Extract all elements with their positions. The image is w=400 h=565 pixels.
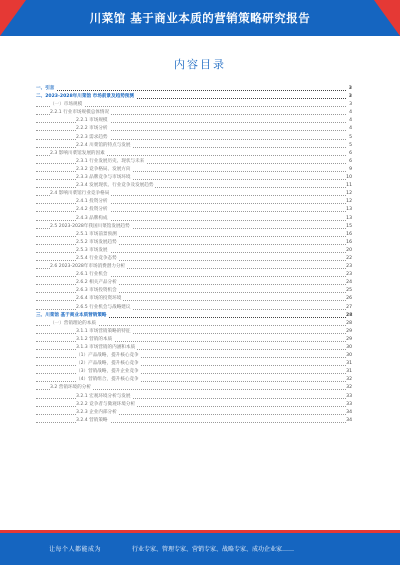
toc-heading: 内容目录 <box>174 58 226 71</box>
toc-entry-page-number: 32 <box>346 384 352 392</box>
toc-entry-title: （1）产品战略，提升核心竞争 <box>76 352 141 360</box>
toc-entry-page-number: 10 <box>346 174 352 182</box>
toc-entry-title: 2.3.3 品牌竞争与市场环境 <box>76 174 133 182</box>
toc-entry-title: 3.2.2 竞争者与微观环境分析 <box>76 401 137 409</box>
toc-entry-title: 2.3 影响川菜馆发展的因素 <box>50 150 107 158</box>
toc-entry-page-number: 30 <box>346 352 352 360</box>
toc-entry[interactable] <box>36 134 352 142</box>
toc-entry-title: 二、2023-2028年川菜馆 市场前景及趋势预测 <box>36 93 136 101</box>
toc-entry[interactable] <box>36 198 352 206</box>
toc-entry-page-number: 31 <box>346 368 352 376</box>
toc-entry[interactable] <box>36 166 352 174</box>
toc-entry-page-number: 34 <box>346 409 352 417</box>
toc-entry-title: （2）产品战略，提升核心竞争 <box>76 360 141 368</box>
page-header <box>0 0 400 36</box>
toc-entry[interactable] <box>36 142 352 150</box>
toc-entry-page-number: 4 <box>346 117 352 125</box>
toc-entry-page-number: 11 <box>346 182 352 190</box>
toc-entry-page-number: 3 <box>346 93 352 101</box>
toc-entry-page-number: 33 <box>346 393 352 401</box>
toc-entry[interactable] <box>36 158 352 166</box>
toc-entry-page-number: 25 <box>346 287 352 295</box>
toc-entry-page-number: 16 <box>346 239 352 247</box>
toc-entry-title: 2.6 2023-2028年市场消费潜力分析 <box>50 263 127 271</box>
toc-entry-title: 2.6.1 行业机会 <box>76 271 110 279</box>
toc-entry-title: 2.4.2 投资分析 <box>76 206 110 214</box>
toc-entry-page-number: 29 <box>346 328 352 336</box>
toc-entry-page-number: 24 <box>346 279 352 287</box>
toc-entry-page-number: 3 <box>346 101 352 109</box>
toc-entry-title: 2.3.4 发展现状、行业竞争及发展趋势 <box>76 182 155 190</box>
toc-entry[interactable] <box>36 93 352 101</box>
toc-entry-page-number: 5 <box>346 134 352 142</box>
toc-entry-title: （一）市场规模 <box>50 101 84 109</box>
toc-entry[interactable] <box>36 150 352 158</box>
toc-entry[interactable] <box>36 271 352 279</box>
toc-entry[interactable] <box>36 376 352 384</box>
toc-entry[interactable] <box>36 174 352 182</box>
toc-entry[interactable] <box>36 109 352 117</box>
toc-entry-title: 2.4.1 投资分析 <box>76 198 110 206</box>
toc-entry-title: 3.2 营销环境的分析 <box>50 384 93 392</box>
toc-entry-page-number: 4 <box>346 109 352 117</box>
toc-entry-title: （3）营销战略，提升企业竞争 <box>76 368 141 376</box>
toc-entry-title: 2.2.3 需求趋势 <box>76 134 110 142</box>
toc-entry[interactable] <box>36 263 352 271</box>
toc-entry-title: 一、引言 <box>36 85 56 93</box>
toc-entry-title: 2.2.1 行业市场规模总体情况 <box>50 109 111 117</box>
toc-entry-page-number: 16 <box>346 231 352 239</box>
footer-accent-bar <box>0 530 400 533</box>
toc-entry-title: 2.2.2 市场分析 <box>76 125 110 133</box>
toc-entry-title: 2.6.2 相关产品分析 <box>76 279 119 287</box>
toc-entry-title: 3.1.1 市场营销策略的特征 <box>76 328 133 336</box>
toc-entry-title: 2.5 2023-2028年我国川菜馆发展趋势 <box>50 223 132 231</box>
toc-entry[interactable] <box>36 304 352 312</box>
toc-entry-title: 2.2.4 川菜馆的特点与发展 <box>76 142 133 150</box>
toc-entry-page-number: 26 <box>346 295 352 303</box>
toc-entry-page-number: 12 <box>346 198 352 206</box>
toc-entry-page-number: 30 <box>346 344 352 352</box>
footer-slogan-right: 行业专家、管理专家、营销专家、战略专家、成功企业家…… <box>132 546 295 553</box>
toc-entry[interactable] <box>36 239 352 247</box>
toc-entry-page-number: 3 <box>346 85 352 93</box>
toc-entry-title: 2.3.2 竞争格局、发展方向 <box>76 166 133 174</box>
toc-entry[interactable] <box>36 409 352 417</box>
toc-entry[interactable] <box>36 117 352 125</box>
toc-entry-page-number: 13 <box>346 206 352 214</box>
toc-entry[interactable] <box>36 101 352 109</box>
toc-entry-page-number: 6 <box>346 158 352 166</box>
toc-entry[interactable] <box>36 393 352 401</box>
toc-entry[interactable] <box>36 125 352 133</box>
toc-entry-title: 3.2.4 营销策略 <box>76 417 110 425</box>
toc-entry-page-number: 23 <box>346 271 352 279</box>
toc-entry-page-number: 15 <box>346 223 352 231</box>
toc-entry-title: 2.6.5 行业机会与战略建议 <box>76 304 133 312</box>
toc-entry-title: 3.1.2 营销的本质 <box>76 336 114 344</box>
toc-entry-page-number: 33 <box>346 401 352 409</box>
toc-entry[interactable] <box>36 85 352 93</box>
toc-entry[interactable] <box>36 215 352 223</box>
toc-entry-title: 2.4.3 品牌构成 <box>76 215 110 223</box>
toc-entry-title: 3.2.1 宏观环境分析与发展 <box>76 393 133 401</box>
toc-entry[interactable] <box>36 336 352 344</box>
toc-dot-leader <box>36 90 346 91</box>
toc-entry-page-number: 31 <box>346 360 352 368</box>
toc-entry-page-number: 9 <box>346 166 352 174</box>
footer-slogan-left: 让每个人都能成为 <box>49 546 102 553</box>
toc-entry-title: 三、川菜馆 基于商业本质营销策略 <box>36 312 109 320</box>
toc-entry[interactable] <box>36 255 352 263</box>
toc-entry-page-number: 12 <box>346 190 352 198</box>
toc-entry[interactable] <box>36 182 352 190</box>
toc-entry-page-number: 32 <box>346 376 352 384</box>
toc-entry[interactable] <box>36 287 352 295</box>
toc-entry-page-number: 6 <box>346 150 352 158</box>
toc-entry[interactable] <box>36 384 352 392</box>
toc-entry-title: （4）营销组合，提升核心竞争 <box>76 376 141 384</box>
toc-entry[interactable] <box>36 295 352 303</box>
toc-entry[interactable] <box>36 352 352 360</box>
toc-entry-page-number: 27 <box>346 304 352 312</box>
toc-entry-title: 2.6.3 市场投资机会 <box>76 287 119 295</box>
toc-entry-title: （一）营销理论的本质 <box>50 320 98 328</box>
toc-entry-title: 2.5.3 市场发展 <box>76 247 110 255</box>
toc-entry[interactable] <box>36 247 352 255</box>
toc-entry-title: 2.6.4 市场的投资环境 <box>76 295 123 303</box>
toc-entry-page-number: 4 <box>346 125 352 133</box>
toc-entry[interactable] <box>36 231 352 239</box>
table-of-contents <box>36 85 352 425</box>
page-footer <box>0 530 400 565</box>
toc-entry-page-number: 29 <box>346 336 352 344</box>
toc-entry-page-number: 28 <box>346 320 352 328</box>
toc-entry[interactable] <box>36 360 352 368</box>
toc-entry[interactable] <box>36 190 352 198</box>
toc-entry-page-number: 13 <box>346 215 352 223</box>
toc-entry-title: 2.4 影响川菜馆行业竞争格局 <box>50 190 111 198</box>
toc-entry-page-number: 23 <box>346 263 352 271</box>
toc-entry-title: 3.2.3 企业内部分析 <box>76 409 119 417</box>
toc-entry-page-number: 20 <box>346 247 352 255</box>
toc-entry[interactable] <box>36 223 352 231</box>
toc-entry[interactable] <box>36 328 352 336</box>
toc-entry[interactable] <box>36 206 352 214</box>
toc-entry[interactable] <box>36 312 352 320</box>
toc-entry[interactable] <box>36 279 352 287</box>
toc-entry[interactable] <box>36 401 352 409</box>
toc-entry-title: 2.5.2 市场发展趋势 <box>76 239 119 247</box>
toc-entry-title: 2.5.1 市场前景预测 <box>76 231 119 239</box>
toc-entry-page-number: 34 <box>346 417 352 425</box>
toc-entry-page-number: 28 <box>346 312 352 320</box>
report-title: 川菜馆 基于商业本质的营销策略研究报告 <box>89 11 311 25</box>
toc-entry-page-number: 5 <box>346 142 352 150</box>
toc-entry-page-number: 22 <box>346 255 352 263</box>
toc-entry-title: 2.2.1 市场规模 <box>76 117 110 125</box>
toc-entry[interactable] <box>36 320 352 328</box>
toc-entry-title: 2.5.4 行业竞争态势 <box>76 255 119 263</box>
toc-entry[interactable] <box>36 344 352 352</box>
toc-entry-title: 2.3.1 行业发展历史、现状与未来 <box>76 158 146 166</box>
toc-entry[interactable] <box>36 368 352 376</box>
toc-entry-title: 3.1.3 市场营销的内涵和本质 <box>76 344 137 352</box>
toc-entry[interactable] <box>36 417 352 425</box>
